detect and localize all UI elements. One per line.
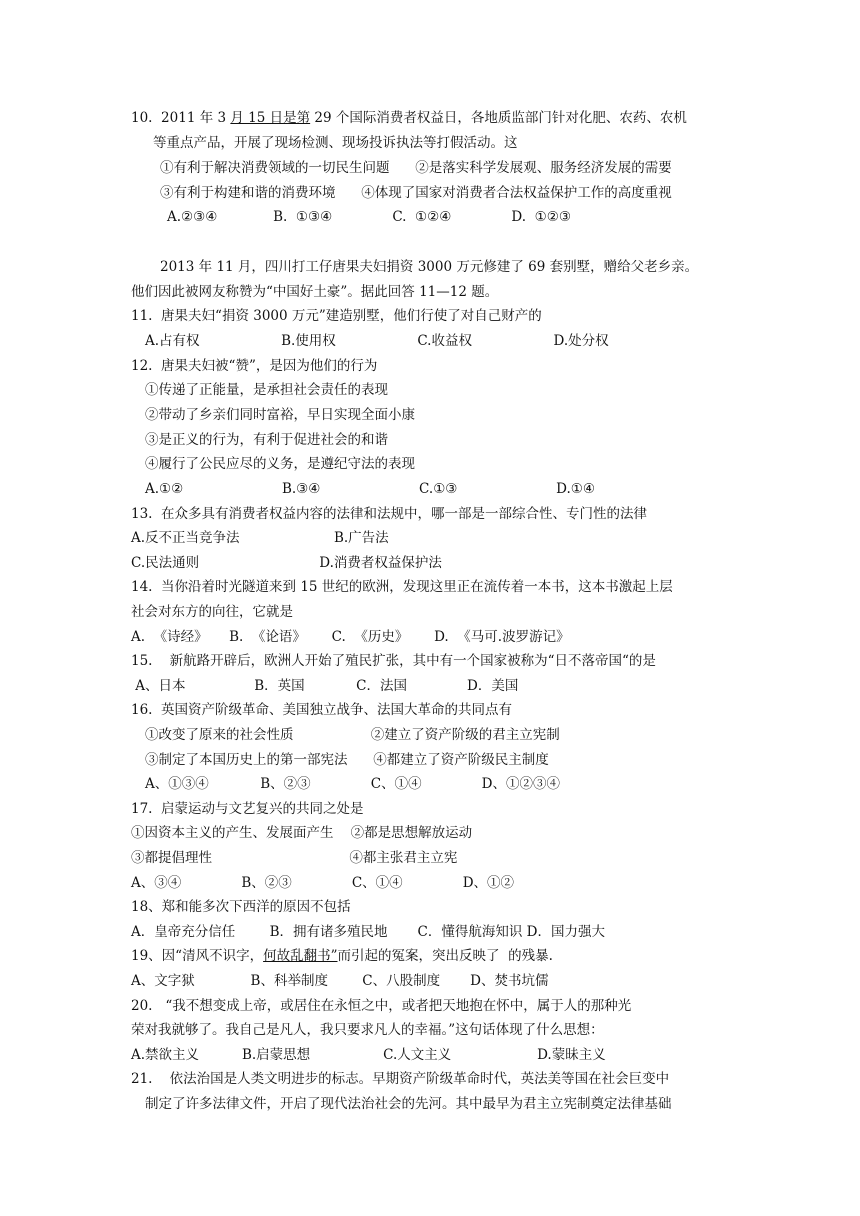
q16-stem: 16. 英国资产阶级革命、美国独立战争、法国大革命的共同点有 xyxy=(131,702,513,718)
q18-stem: 18、郑和能多次下西洋的原因不包括 xyxy=(131,899,351,915)
q10-stem-line1: 10. 2011 年 3 月 15 日是第 29 个国际消费者权益日，各地质监部门针对化肥、农药、农机 xyxy=(131,110,687,126)
q16-choices: A、①③④ B、②③ C、①④ D、①②③④ xyxy=(145,776,560,792)
q19-choices: A、文字狱 B、科举制度 C、八股制度 D、焚书坑儒 xyxy=(131,973,549,989)
q13-choices-ab: A.反不正当竞争法 B.广告法 xyxy=(131,530,389,546)
q12-option-2: ②带动了乡亲们同时富裕，早日实现全面小康 xyxy=(145,407,415,423)
q13-stem: 13. 在众多具有消费者权益内容的法律和法规中，哪一部是一部综合性、专门性的法律 xyxy=(131,506,648,522)
q11-stem: 11. 唐果夫妇“捐资 3000 万元”建造别墅，他们行使了对自己财产的 xyxy=(131,308,542,324)
q10-choices: A.②③④ B. ①③④ C. ①②④ D. ①②③ xyxy=(167,209,571,225)
q18-choices: A．皇帝充分信任 B．拥有诸多殖民地 C．懂得航海知识 D．国力强大 xyxy=(131,924,605,940)
q21-stem-line2: 制定了许多法律文件，开启了现代法治社会的先河。其中最早为君主立宪制奠定法律基础 xyxy=(145,1096,672,1112)
q10-option-3-4: ③有利于构建和谐的消费环境 ④体现了国家对消费者合法权益保护工作的高度重视 xyxy=(160,185,672,201)
q12-choices: A.①② B.③④ C.①③ D.①④ xyxy=(145,481,595,497)
q14-choices: A. 《诗经》 B. 《论语》 C. 《历史》 D. 《马可.波罗游记》 xyxy=(131,629,570,645)
q10-stem-line2: 等重点产品，开展了现场检测、现场投诉执法等打假活动。这 xyxy=(153,135,518,151)
q15-stem: 15. 新航路开辟后，欧洲人开始了殖民扩张，其中有一个国家被称为“日不落帝国“的是 xyxy=(131,653,656,669)
q20-choices: A.禁欲主义 B.启蒙思想 C.人文主义 D.蒙昧主义 xyxy=(131,1047,606,1063)
q19-stem: 19、因“清风不识字，何故乱翻书”而引起的冤案，突出反映了 的残暴. xyxy=(131,948,553,964)
q10-option-1-2: ①有利于解决消费领域的一切民生问题 ②是落实科学发展观、服务经济发展的需要 xyxy=(160,160,672,176)
q14-stem-line2: 社会对东方的向往，它就是 xyxy=(131,604,293,620)
q16-options-3-4: ③制定了本国历史上的第一部宪法 ④都建立了资产阶级民主制度 xyxy=(145,752,549,768)
q17-options-3-4: ③都提倡理性 ④都主张君主立宪 xyxy=(131,850,458,866)
q11-choices: A.占有权 B.使用权 C.收益权 D.处分权 xyxy=(145,333,609,349)
passage-line1: 2013 年 11 月，四川打工仔唐果夫妇捐资 3000 万元修建了 69 套别墅，赠给父老乡亲。 xyxy=(160,259,699,275)
passage-line2: 他们因此被网友称赞为“中国好土豪”。据此回答 11—12 题。 xyxy=(131,284,499,300)
q16-options-1-2: ①改变了原来的社会性质 ②建立了资产阶级的君主立宪制 xyxy=(145,727,560,743)
q20-stem-line2: 荣对我就够了。我自己是凡人，我只要求凡人的幸福。”这句话体现了什么思想： xyxy=(131,1022,604,1038)
q17-stem: 17. 启蒙运动与文艺复兴的共同之处是 xyxy=(131,801,364,817)
q13-choices-cd: C.民法通则 D.消费者权益保护法 xyxy=(131,555,442,571)
q14-stem-line1: 14. 当你沿着时光隧道来到 15 世纪的欧洲，发现这里正在流传着一本书，这本书激起上层 xyxy=(131,579,673,595)
q17-choices: A、③④ B、②③ C、①④ D、①② xyxy=(131,875,515,891)
q17-options-1-2: ①因资本主义的产生、发展面产生 ②都是思想解放运动 xyxy=(131,825,473,841)
q20-stem-line1: 20. “我不想变成上帝，或居住在永恒之中，或者把天地抱在怀中，属于人的那种光 xyxy=(131,998,632,1014)
q12-option-1: ①传递了正能量，是承担社会责任的表现 xyxy=(145,382,388,398)
q12-option-4: ④履行了公民应尽的义务，是遵纪守法的表现 xyxy=(145,456,415,472)
q12-stem: 12. 唐果夫妇被“赞”，是因为他们的行为 xyxy=(131,358,378,374)
q12-option-3: ③是正义的行为，有利于促进社会的和谐 xyxy=(145,432,388,448)
q15-choices: A、日本 B．英国 C．法国 D．美国 xyxy=(131,678,519,694)
q21-stem-line1: 21. 依法治国是人类文明进步的标志。早期资产阶级革命时代，英法美等国在社会巨变中 xyxy=(131,1071,670,1087)
